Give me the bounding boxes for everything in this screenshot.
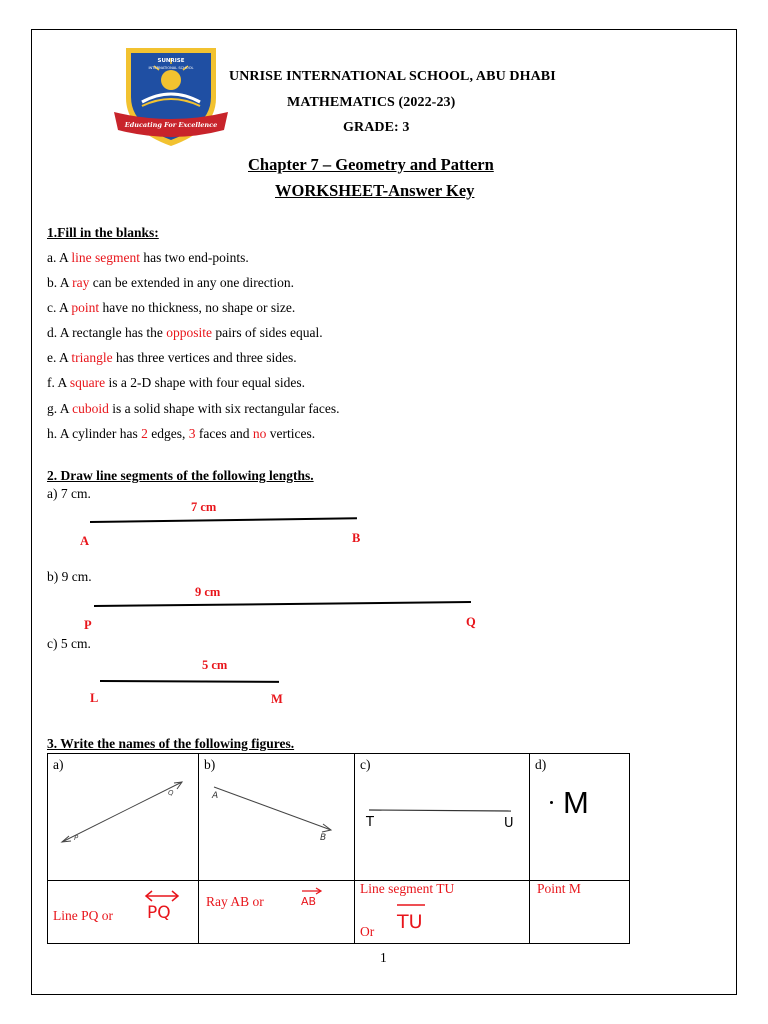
- cell-d-label: d): [535, 757, 547, 772]
- line-q-label: Q: [168, 789, 174, 797]
- answer-cell-a: [48, 881, 199, 944]
- page-number: 1: [380, 950, 387, 965]
- q2a-length: 7 cm: [191, 500, 217, 514]
- line-p-label: P: [74, 834, 79, 842]
- cell-a-label: a): [53, 757, 64, 772]
- q2a-label: a) 7 cm.: [47, 486, 91, 501]
- line-notation: [144, 886, 182, 920]
- logo-motto: Educating For Excellence: [124, 121, 218, 129]
- answer-ray-ab: Ray AB or: [206, 894, 264, 909]
- school-name: UNRISE INTERNATIONAL SCHOOL, ABU DHABI: [229, 69, 556, 84]
- q1-heading: 1.Fill in the blanks:: [47, 225, 159, 240]
- point-l-label: L: [90, 691, 99, 705]
- seg-u-label: U: [504, 816, 514, 831]
- ray-b-label: B: [320, 833, 327, 843]
- answer-line-pq: Line PQ or: [53, 908, 113, 923]
- worksheet-title: WORKSHEET-Answer Key: [275, 181, 475, 200]
- seg-t-label: T: [366, 815, 374, 830]
- cell-c-label: c): [360, 757, 371, 772]
- answer-text: line segment: [71, 250, 140, 265]
- logo-top-text: SUNRISE: [157, 58, 185, 64]
- point-dot: [550, 801, 553, 804]
- line-notation-text: PQ: [147, 903, 171, 920]
- ray-notation-text: AB: [301, 895, 317, 908]
- answer-text: no: [252, 426, 267, 441]
- segment-notation-text: TU: [397, 911, 423, 931]
- point-a-label: A: [80, 534, 90, 548]
- answer-text: cuboid: [72, 401, 109, 416]
- answer-cell-d: [530, 881, 630, 944]
- q1-item-a: a. A line segment has two end-points.: [47, 250, 249, 265]
- figure-cell-b: [199, 754, 355, 881]
- answer-or: Or: [360, 924, 375, 939]
- q2c-label: c) 5 cm.: [47, 636, 91, 651]
- answer-point-m: Point M: [537, 881, 581, 896]
- answer-text: ray: [72, 275, 90, 290]
- point-p-label: P: [84, 618, 92, 632]
- figure-cell-a: [48, 754, 199, 881]
- point-q-label: Q: [466, 615, 476, 629]
- answer-cell-b: [199, 881, 355, 944]
- figure-cell-d: [530, 754, 630, 881]
- segment-tu-figure: [355, 754, 530, 881]
- q1-item-c: c. A point have no thickness, no shape or size.: [47, 300, 296, 315]
- q3-heading: 3. Write the names of the following figures.: [47, 736, 295, 751]
- answer-text: square: [69, 375, 106, 390]
- point-m-label: M: [271, 692, 283, 706]
- ray-notation: [299, 885, 325, 909]
- q1-item-b: b. A ray can be extended in any one direction.: [47, 275, 295, 290]
- q2c-length: 5 cm: [202, 658, 228, 672]
- answer-text: 2: [141, 426, 148, 441]
- subject-year: MATHEMATICS (2022-23): [287, 95, 456, 110]
- grade: GRADE: 3: [343, 120, 410, 135]
- answer-text: opposite: [166, 325, 212, 340]
- ray-a-label: A: [212, 791, 219, 801]
- q1-item-g: g. A cuboid is a solid shape with six rectangular faces.: [47, 401, 340, 416]
- q1-item-e: e. A triangle has three vertices and three sides.: [47, 350, 297, 365]
- answer-segment-tu: Line segment TU: [360, 881, 455, 896]
- q1-item-f: f. A square is a 2-D shape with four equal sides.: [47, 375, 305, 390]
- answer-text: 3: [188, 426, 196, 441]
- answer-text: point: [71, 300, 100, 315]
- q1-item-h: h. A cylinder has 2 edges, 3 faces and no vertices.: [47, 426, 316, 441]
- point-b-label: B: [352, 531, 361, 545]
- answer-cell-c: [355, 881, 530, 944]
- q1-item-d: d. A rectangle has the opposite pairs of sides equal.: [47, 325, 323, 340]
- figure-cell-c: [355, 754, 530, 881]
- q2b-length: 9 cm: [195, 585, 221, 599]
- segment-notation: [395, 901, 429, 931]
- figures-table: [47, 753, 630, 944]
- q2-heading: 2. Draw line segments of the following lengths.: [47, 468, 314, 483]
- answer-text: triangle: [71, 350, 113, 365]
- chapter-title: Chapter 7 – Geometry and Pattern: [248, 155, 494, 174]
- cell-b-label: b): [204, 757, 216, 772]
- school-logo: [112, 40, 230, 152]
- point-m-figure-label: M: [563, 785, 589, 820]
- line-pq-figure: [48, 754, 199, 881]
- ray-ab-figure: [199, 754, 355, 881]
- logo-sub-text: INTERNATIONAL SCHOOL: [148, 66, 194, 70]
- q2b-label: b) 9 cm.: [47, 569, 92, 584]
